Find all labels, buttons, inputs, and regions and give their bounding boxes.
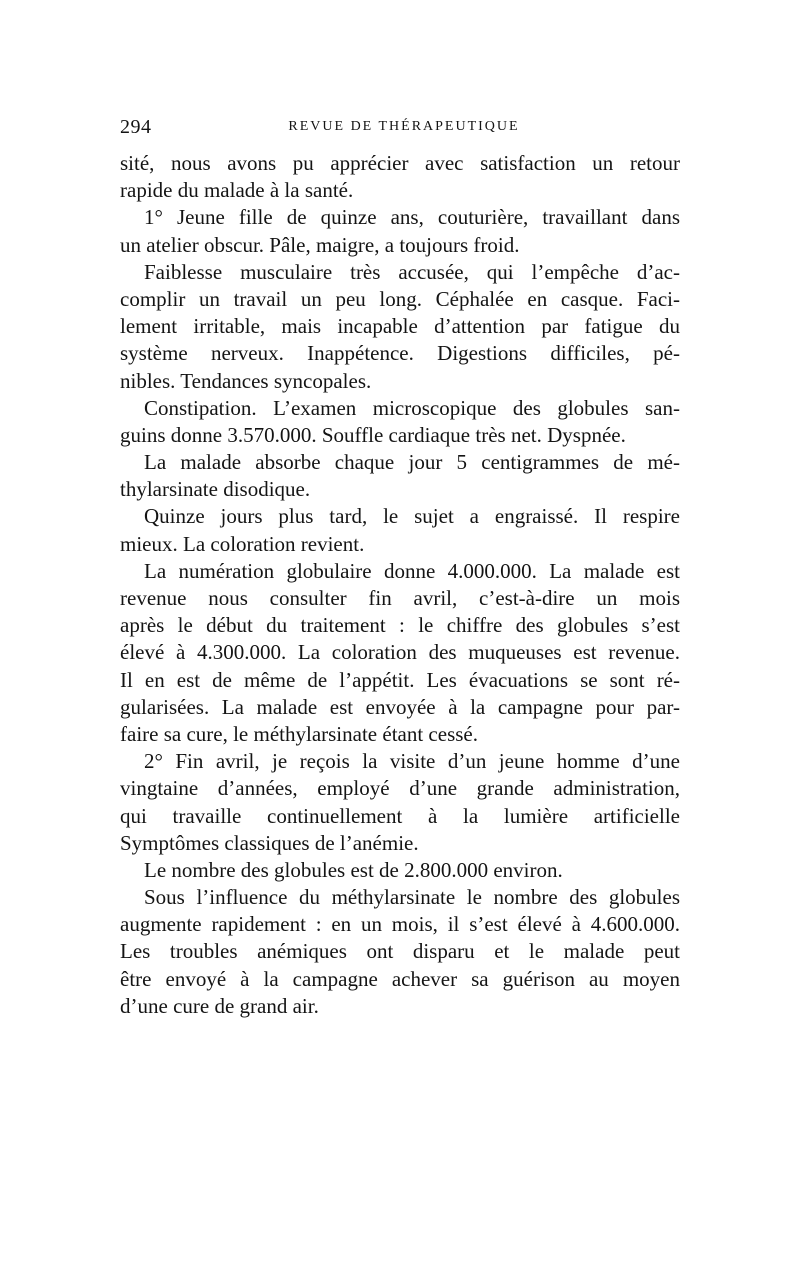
text-line: La numération globulaire donne 4.000.000. La malade est: [144, 558, 680, 583]
text-line: lement irritable, mais incapable d’attention par fatigue du: [120, 314, 680, 339]
text-line: rapide du malade à la santé.: [120, 178, 354, 203]
text-line: qui travaille continuellement à la lumière artificielle: [120, 803, 680, 828]
text-line: être envoyé à la campagne achever sa guérison au moyen: [120, 966, 680, 991]
text-line: Faiblesse musculaire très accusée, qui l’empêche d’ac-: [144, 259, 680, 284]
text-line: 1° Jeune fille de quinze ans, couturière, travaillant dans: [144, 205, 680, 230]
text-line: Les troubles anémiques ont disparu et le malade peut: [120, 939, 680, 964]
text-line: Quinze jours plus tard, le sujet a engraissé. Il respire: [144, 504, 680, 529]
page-number: 294: [120, 116, 152, 138]
text-line: complir un travail un peu long. Céphalée en casque. Faci-: [120, 286, 680, 311]
text-line: mieux. La coloration revient.: [120, 531, 365, 556]
text-line: revenue nous consulter fin avril, c’est-à-dire un mois: [120, 586, 680, 610]
text-line: faire sa cure, le méthylarsinate étant cessé.: [120, 721, 478, 746]
text-line: système nerveux. Inappétence. Digestions difficiles, pé-: [120, 341, 680, 366]
running-title: REVUE DE THÉRAPEUTIQUE: [288, 119, 520, 134]
text-line: sité, nous avons pu apprécier avec satisfaction un retour: [120, 151, 680, 175]
page-header: [120, 116, 680, 140]
text-line: Il en est de même de l’appétit. Les évacuations se sont ré-: [120, 667, 680, 692]
text-line: gularisées. La malade est envoyée à la campagne pour par-: [120, 694, 680, 719]
text-line: Symptômes classiques de l’anémie.: [120, 830, 419, 855]
text-line: un atelier obscur. Pâle, maigre, a toujours froid.: [120, 232, 520, 257]
text-line: d’une cure de grand air.: [120, 993, 319, 1018]
text-line: augmente rapidement : en un mois, il s’est élevé à 4.600.000.: [120, 912, 680, 937]
text-line: La malade absorbe chaque jour 5 centigrammes de mé-: [144, 450, 680, 475]
text-line: thylarsinate disodique.: [120, 477, 311, 502]
text-line: après le début du traitement : le chiffre des globules s’est: [120, 613, 680, 638]
text-line: vingtaine d’années, employé d’une grande administration,: [120, 776, 680, 801]
body-text: [120, 150, 680, 1020]
text-line: guins donne 3.570.000. Souffle cardiaque très net. Dyspnée.: [120, 422, 626, 447]
text-line: 2° Fin avril, je reçois la visite d’un jeune homme d’une: [144, 749, 680, 774]
text-line: Le nombre des globules est de 2.800.000 environ.: [144, 857, 563, 882]
text-line: Sous l’influence du méthylarsinate le nombre des globules: [144, 885, 680, 910]
text-line: Constipation. L’examen microscopique des globules san-: [144, 395, 680, 420]
text-line: nibles. Tendances syncopales.: [120, 368, 372, 393]
text-line: élevé à 4.300.000. La coloration des muqueuses est revenue.: [120, 640, 680, 665]
